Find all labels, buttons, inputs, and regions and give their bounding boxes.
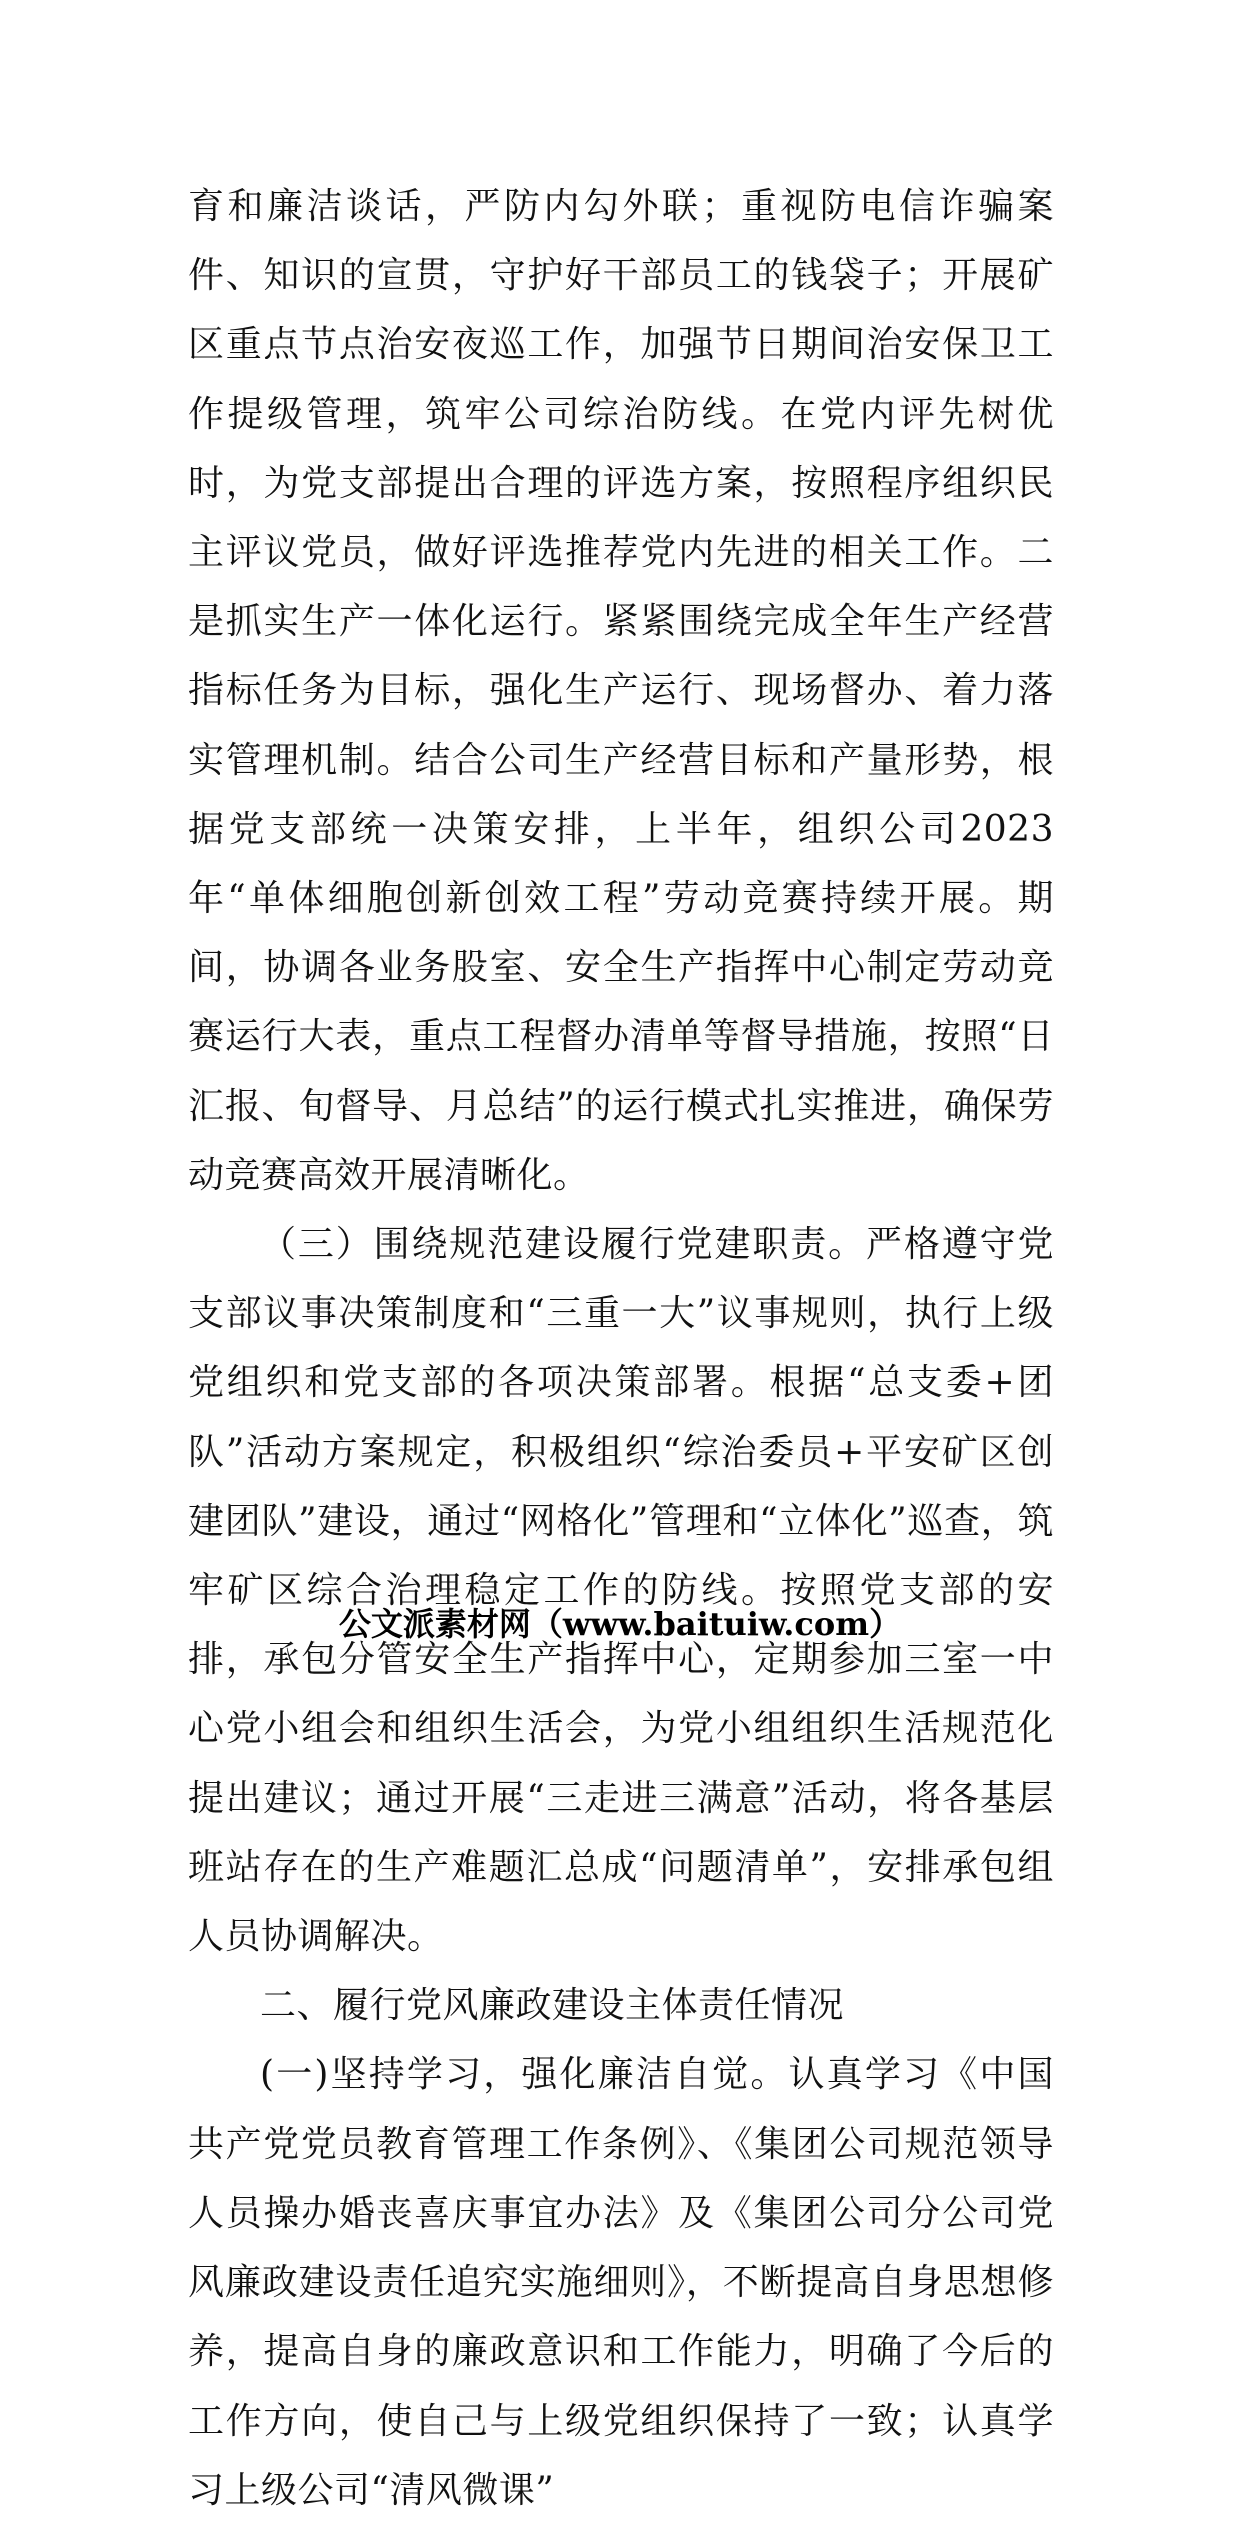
document-body: [188, 172, 1054, 2525]
paragraph-continuation: 育和廉洁谈话，严防内勾外联；重视防电信诈骗案件、知识的宣贯，守护好干部员工的钱袋子；开展矿区重点节点治安夜巡工作，加强节日期间治安保卫工作提级管理，筑牢公司综治防线。在党内评先树优时，为党支部提出合理的评选方案，按照程序组织民主评议党员，做好评选推荐党内先进的相关工作。二是抓实生产一体化运行。紧紧围绕完成全年生产经营指标任务为目标，强化生产运行、现场督办、着力落实管理机制。结合公司生产经营目标和产量形势，根据党支部统一决策安排，上半年，组织公司2023年“单体细胞创新创效工程”劳动竞赛持续开展。期间，协调各业务股室、安全生产指挥中心制定劳动竞赛运行大表，重点工程督办清单等督导措施，按照“日汇报、旬督导、月总结”的运行模式扎实推进，确保劳动竞赛高效开展清晰化。: [188, 186, 1054, 1196]
footer-watermark: 公文派素材网（www.baituiw.com）: [338, 1605, 902, 1643]
paragraph-subsection-one: (一)坚持学习，强化廉洁自觉。认真学习《中国共产党党员教育管理工作条例》、《集团公司规范领导人员操办婚丧喜庆事宜办法》及《集团公司分公司党风廉政建设责任追究实施细则》，不断提高自身思想修养，提高自身的廉政意识和工作能力，明确了今后的工作方向，使自己与上级党组织保持了一致；认真学习上级公司“清风微课”: [188, 2054, 1054, 2511]
paragraph-section-three: （三）围绕规范建设履行党建职责。严格遵守党支部议事决策制度和“三重一大”议事规则，执行上级党组织和党支部的各项决策部署。根据“总支委+团队”活动方案规定，积极组织“综治委员+平安矿区创建团队”建设，通过“网格化”管理和“立体化”巡查，筑牢矿区综合治理稳定工作的防线。按照党支部的安排，承包分管安全生产指挥中心，定期参加三室一中心党小组会和组织生活会，为党小组组织生活规范化提出建议；通过开展“三走进三满意”活动，将各基层班站存在的生产难题汇总成“问题清单”，安排承包组人员协调解决。: [188, 1224, 1054, 1958]
section-heading-two: 二、履行党风廉政建设主体责任情况: [260, 1985, 845, 2027]
